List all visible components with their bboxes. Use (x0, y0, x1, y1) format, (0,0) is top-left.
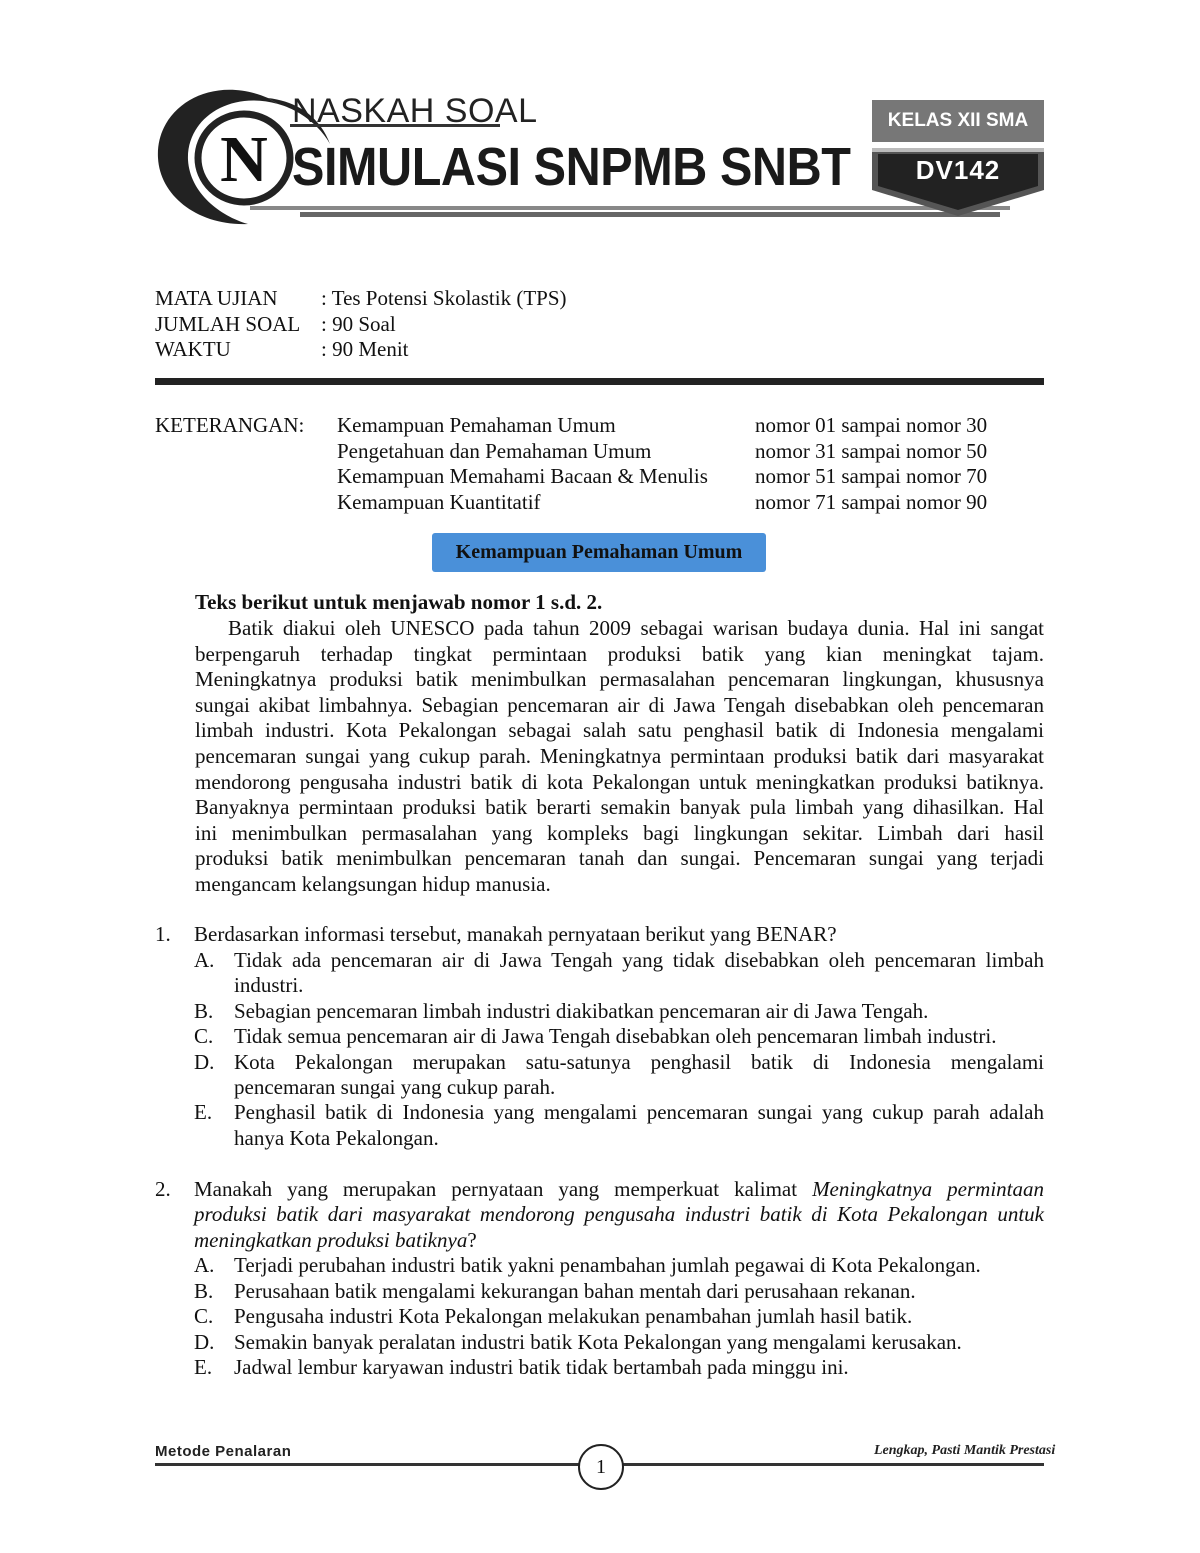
option-letter: E. (194, 1100, 213, 1124)
option-letter: A. (194, 948, 215, 972)
passage-heading: Teks berikut untuk menjawab nomor 1 s.d. 2. (195, 590, 603, 614)
keterangan-subject: Kemampuan Kuantitatif (337, 490, 541, 514)
keterangan-subject: Kemampuan Memahami Bacaan & Menulis (337, 464, 708, 488)
option-text-continued: industri. (234, 973, 304, 997)
question-number: 1. (155, 922, 171, 946)
section-title: Kemampuan Pemahaman Umum (432, 533, 766, 572)
passage-line: Meningkatnya produksi batik menimbulkan permasalahan pencemaran lingkungan, khususnya (195, 667, 1044, 692)
passage-line: pencemaran sungai yang cukup parah. Meningkatnya permintaan produksi batik dari masyarakat (195, 743, 1044, 768)
option-text: Kota Pekalongan merupakan satu-satunya penghasil batik di Indonesia mengalami (234, 1050, 1044, 1074)
question-text-end: ? (467, 1228, 477, 1252)
passage-line: Batik diakui oleh UNESCO pada tahun 2009 sebagai warisan budaya dunia. Hal ini sangat (228, 616, 1044, 640)
question-text (194, 1228, 477, 1253)
option-text: Semakin banyak peralatan industri batik Kota Pekalongan yang mengalami kerusakan. (234, 1330, 962, 1354)
header-subtitle: NASKAH SOAL (292, 92, 538, 130)
option-letter: B. (194, 999, 214, 1023)
question-text: Berdasarkan informasi tersebut, manakah pernyataan berikut yang BENAR? (194, 922, 837, 946)
keterangan-subject: Pengetahuan dan Pemahaman Umum (337, 439, 652, 463)
keterangan-range: nomor 51 sampai nomor 70 (755, 464, 988, 488)
option-letter: B. (194, 1279, 214, 1303)
option-text: Pengusaha industri Kota Pekalongan melakukan penambahan jumlah hasil batik. (234, 1304, 913, 1328)
passage-line: produksi batik menimbulkan pencemaran tanah dan sungai. Pencemaran sungai yang terjadi (195, 846, 1044, 871)
option-text: Jadwal lembur karyawan industri batik tidak bertambah pada minggu ini. (234, 1355, 849, 1379)
question-text (194, 1177, 1044, 1202)
question-text-quote: meningkatkan produksi batiknya (194, 1228, 468, 1252)
keterangan-range: nomor 01 sampai nomor 30 (755, 413, 988, 437)
option-letter: C. (194, 1304, 214, 1328)
passage-body (195, 616, 1044, 898)
question-text-plain: Manakah yang merupakan pernyataan yang memperkuat kalimat (194, 1177, 798, 1201)
option-letter: D. (194, 1050, 215, 1074)
option-text-continued: hanya Kota Pekalongan. (234, 1126, 439, 1150)
meta-value-jumlah-soal: : 90 Soal (321, 312, 396, 336)
passage-line: ini menimbulkan permasalahan yang kompleks bagi lingkungan sekitar. Limbah dari hasil (195, 820, 1044, 845)
keterangan-range: nomor 71 sampai nomor 90 (755, 490, 988, 514)
passage-line: mendorong pengusaha industri batik di kota Pekalongan untuk meningkatkan produksi batiknya. (195, 769, 1044, 794)
passage-line: berpengaruh terhadap tingkat permintaan produksi batik yang kian meningkat tajam. (195, 641, 1044, 666)
keterangan-subject: Kemampuan Pemahaman Umum (337, 413, 616, 437)
svg-text:N: N (220, 123, 268, 196)
class-badge: KELAS XII SMA (872, 100, 1044, 142)
meta-label-mata-ujian: MATA UJIAN (155, 286, 278, 310)
option-text: Sebagian pencemaran limbah industri diakibatkan pencemaran air di Jawa Tengah. (234, 999, 929, 1023)
option-text: Penghasil batik di Indonesia yang mengalami pencemaran sungai yang cukup parah adalah (234, 1100, 1044, 1124)
passage-line: limbah industri. Kota Pekalongan sebagai salah satu penghasil batik di Indonesia mengalami (195, 718, 1044, 743)
meta-value-mata-ujian: : Tes Potensi Skolastik (TPS) (321, 286, 567, 310)
passage-line: Banyaknya permintaan produksi batik berarti semakin banyak pula limbah yang dihasilkan. Hal (195, 795, 1044, 820)
keterangan-label: KETERANGAN: (155, 413, 305, 437)
option-text-continued: pencemaran sungai yang cukup parah. (234, 1075, 556, 1099)
option-text: Perusahaan batik mengalami kekurangan bahan mentah dari perusahaan rekanan. (234, 1279, 916, 1303)
header-title: SIMULASI SNPMB SNBT (292, 137, 851, 197)
exam-code-badge: DV142 (915, 154, 1001, 185)
divider (155, 378, 1044, 385)
option-letter: A. (194, 1253, 215, 1277)
meta-label-waktu: WAKTU (155, 337, 231, 361)
question-text-quote: produksi batik dari masyarakat mendorong pengusaha industri batik di Kota Pekalongan untuk (194, 1202, 1044, 1226)
option-text: Terjadi perubahan industri batik yakni penambahan jumlah pegawai di Kota Pekalongan. (234, 1253, 981, 1277)
option-text: Tidak semua pencemaran air di Jawa Tengah disebabkan oleh pencemaran limbah industri. (234, 1024, 997, 1048)
option-letter: C. (194, 1024, 214, 1048)
meta-value-waktu: : 90 Menit (321, 337, 409, 361)
option-letter: E. (194, 1355, 213, 1379)
option-letter: D. (194, 1330, 215, 1354)
option-text: Tidak ada pencemaran air di Jawa Tengah yang tidak disebabkan oleh pencemaran limbah (234, 948, 1044, 972)
meta-label-jumlah-soal: JUMLAH SOAL (155, 312, 301, 336)
footer-left-text: Metode Penalaran (155, 1443, 292, 1460)
footer-right-text: Lengkap, Pasti Mantik Prestasi (874, 1443, 1056, 1458)
keterangan-range: nomor 31 sampai nomor 50 (755, 439, 988, 463)
passage-line: mengancam kelangsungan hidup manusia. (195, 871, 551, 896)
page-number: 1 (578, 1444, 624, 1490)
passage-line: sungai akibat limbahnya. Sebagian pencemaran air di Jawa Tengah disebabkan oleh pencemaran (195, 692, 1044, 717)
question-number: 2. (155, 1177, 171, 1201)
question-text-quote: Meningkatnya permintaan (812, 1177, 1045, 1201)
